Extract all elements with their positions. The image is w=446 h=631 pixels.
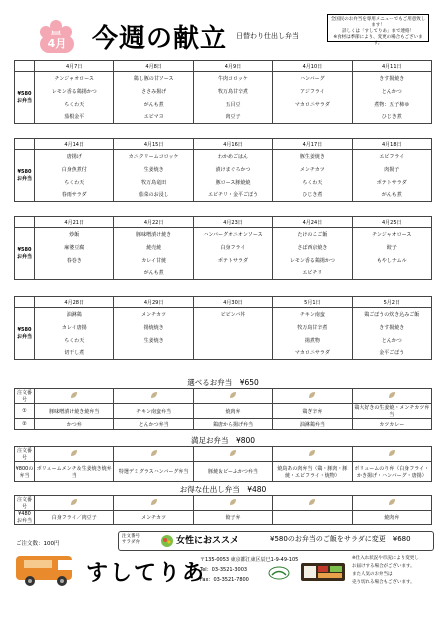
menu-item: 煮物：五子柿ゆ bbox=[352, 98, 431, 111]
date-cell: 4月28日 bbox=[35, 297, 114, 308]
date-cell: 4月29日 bbox=[114, 297, 193, 308]
menu-item: 焼売焼 bbox=[114, 241, 193, 254]
menu-item: チキン南蛮 bbox=[273, 308, 352, 321]
menu-item: ひじき煮 bbox=[273, 189, 352, 202]
menu-item bbox=[352, 267, 431, 280]
menu-item: ささみ揚げ bbox=[114, 85, 193, 98]
date-cell: 4月25日 bbox=[352, 217, 431, 228]
menu-item: がんも煮 bbox=[114, 267, 193, 280]
menu-item: レモン香る鶏揚かつ bbox=[273, 254, 352, 267]
delivery-van-icon bbox=[14, 550, 82, 588]
menu-item: ポテトサラダ bbox=[352, 176, 431, 189]
salad-badge-line: 注文番号 bbox=[122, 534, 140, 539]
menu-item: 茄菜のお浸し bbox=[114, 189, 193, 202]
menu-item: ポテトサラダ bbox=[193, 254, 272, 267]
menu-item: ちくわ天 bbox=[35, 98, 114, 111]
footnote-line: ※仕入れ状況や市況により変更し bbox=[352, 556, 419, 561]
menu-item: エビフライ bbox=[352, 150, 431, 163]
date-cell: 4月14日 bbox=[35, 139, 114, 150]
date-cell: 4月23日 bbox=[193, 217, 272, 228]
order-no: ① bbox=[15, 404, 35, 419]
bento-item: 鶏ぎ辛弁 bbox=[273, 404, 352, 419]
menu-item: 牧万鳥甘辛煮 bbox=[273, 321, 352, 334]
badge-logo-icon bbox=[268, 566, 290, 580]
manzoku-table bbox=[14, 446, 432, 482]
menu-item: 春雨サラダ bbox=[35, 189, 114, 202]
bento-item: 豚焼＆ビーふかつ弁当 bbox=[193, 462, 272, 482]
menu-item: さば西京焼き bbox=[273, 241, 352, 254]
menu-item: ちくわ天 bbox=[35, 334, 114, 347]
menu-item: 白身魚煮付 bbox=[35, 163, 114, 176]
leaf-icon bbox=[193, 496, 272, 511]
menu-item: がんも煮 bbox=[352, 189, 431, 202]
menu-item: 肉豆子 bbox=[193, 111, 272, 124]
menu-item: メンチカツ bbox=[114, 308, 193, 321]
leaf-icon bbox=[193, 389, 272, 404]
bento-item: 鶏唐から揚げ弁当 bbox=[193, 419, 272, 430]
menu-item: 油淋鶏 bbox=[35, 308, 114, 321]
month-badge: 4月 bbox=[40, 35, 74, 53]
menu-item: わかめごはん bbox=[193, 150, 272, 163]
price-label: ¥800の 弁当 bbox=[15, 462, 35, 482]
bento-item: メンチカツ bbox=[114, 511, 193, 525]
price-label: ¥580 お弁当 bbox=[15, 150, 35, 202]
menu-item: 豚ロース豚焼焼 bbox=[193, 176, 272, 189]
menu-item: 牛肉コロッケ bbox=[193, 72, 272, 85]
menu-item: 豚味噌漬け焼き bbox=[114, 228, 193, 241]
menu-item: 揚煮物 bbox=[273, 334, 352, 347]
phone-line: Tel：03-3521-3003 bbox=[200, 567, 248, 573]
price-label: ¥580 お弁当 bbox=[15, 228, 35, 280]
menu-item: 春巻き bbox=[35, 254, 114, 267]
bento-item: かつ弁 bbox=[35, 419, 114, 430]
menu-item: カレイ唐揚 bbox=[35, 321, 114, 334]
date-cell: 4月21日 bbox=[35, 217, 114, 228]
leaf-icon bbox=[114, 447, 193, 462]
date-cell: 4月16日 bbox=[193, 139, 272, 150]
brand-logo-text: すしてりあ bbox=[86, 560, 207, 586]
menu-item: 肉揚子 bbox=[352, 163, 431, 176]
bento-item: 豚味噌漬け焼き焼弁当 bbox=[35, 404, 114, 419]
salad-upgrade-text: ¥580のお弁当のご飯をサラダに変更 ¥680 bbox=[270, 535, 411, 543]
menu-item: エビチリ・金平ごぼう bbox=[193, 189, 272, 202]
bento-item: ボリュームメンチ＆生姜焼き焼弁当 bbox=[35, 462, 114, 482]
bento-item: 特選デミグラスハンバーグ弁当 bbox=[114, 462, 193, 482]
menu-item: レモン香る鶏揚かつ bbox=[35, 85, 114, 98]
menu-item: 切干し煮 bbox=[35, 347, 114, 360]
section-title-otoku: お得な仕出し弁当 ¥480 bbox=[179, 485, 267, 494]
menu-item bbox=[193, 321, 272, 334]
menu-item: 鶏し豚の甘ソース bbox=[114, 72, 193, 85]
menu-item: 牧万鳥甘辛煮 bbox=[193, 85, 272, 98]
menu-item: きす揚焼き bbox=[352, 72, 431, 85]
leaf-icon bbox=[35, 447, 114, 462]
bento-item: とんかつ弁当 bbox=[114, 419, 193, 430]
notice-box bbox=[327, 14, 429, 46]
date-cell: 4月15日 bbox=[114, 139, 193, 150]
leaf-icon bbox=[273, 447, 352, 462]
week-table-3 bbox=[14, 216, 432, 280]
footnote-block bbox=[352, 555, 419, 587]
corner-cell bbox=[15, 217, 35, 228]
menu-item: メンチカツ bbox=[273, 163, 352, 176]
menu-item bbox=[35, 267, 114, 280]
corner-cell bbox=[15, 297, 35, 308]
menu-item: 白身フライ bbox=[193, 241, 272, 254]
menu-item: 茄根金平 bbox=[35, 111, 114, 124]
bento-item: 焼肉弁 bbox=[193, 404, 272, 419]
menu-item: きす揚焼き bbox=[352, 321, 431, 334]
bento-item: 鶏大好きの生姜焼・メンチカツ弁当 bbox=[352, 404, 431, 419]
menu-item: アジフライ bbox=[273, 85, 352, 98]
menu-item: ハンバーグオニオンソース bbox=[193, 228, 272, 241]
menu-item: 炒飯 bbox=[35, 228, 114, 241]
order-no: ② bbox=[15, 419, 35, 430]
menu-item: がんも煮 bbox=[114, 98, 193, 111]
menu-item bbox=[193, 267, 272, 280]
menu-item bbox=[114, 347, 193, 360]
price-label: ¥480 お弁当 bbox=[15, 511, 35, 525]
leaf-icon bbox=[352, 447, 431, 462]
menu-item: ひじき煮 bbox=[352, 111, 431, 124]
bento-item: カツカレー bbox=[352, 419, 431, 430]
erabu-table bbox=[14, 388, 432, 430]
footnote-line: また人気のお弁当は bbox=[352, 572, 393, 577]
leaf-icon bbox=[35, 496, 114, 511]
menu-item: 鶏ごぼうの炊き込みご飯 bbox=[352, 308, 431, 321]
order-note: ご注文数：100円 bbox=[16, 541, 60, 547]
fax-line: Fax：03-3521-7800 bbox=[200, 577, 249, 583]
date-cell: 4月7日 bbox=[35, 61, 114, 72]
leaf-icon bbox=[114, 389, 193, 404]
section-title-erabu: 選べるお弁当 ¥650 bbox=[187, 378, 259, 387]
salad-badge-line: サラダ弁 bbox=[122, 540, 140, 545]
bento-item: ボリュームのり弁（白身フライ・かき揚げ・ハンバーグ・唐揚） bbox=[352, 462, 431, 482]
price-label: ¥580 お弁当 bbox=[15, 72, 35, 124]
leaf-icon bbox=[352, 389, 431, 404]
menu-item: たけのこご飯 bbox=[273, 228, 352, 241]
date-cell: 4月10日 bbox=[273, 61, 352, 72]
week-table-1 bbox=[14, 60, 432, 124]
otoku-table bbox=[14, 495, 432, 525]
date-cell: 4月11日 bbox=[352, 61, 431, 72]
footnote-line: 売り切れる場合もございます。 bbox=[352, 580, 415, 585]
leaf-icon bbox=[114, 496, 193, 511]
order-no-header: 注文番号 bbox=[15, 389, 35, 404]
bento-item: 白身フライ／肉豆子 bbox=[35, 511, 114, 525]
menu-item bbox=[193, 334, 272, 347]
bento-item: 焼肉弁 bbox=[352, 511, 431, 525]
menu-item: チンジャオロース bbox=[352, 228, 431, 241]
menu-item: 唐揚げ bbox=[35, 150, 114, 163]
page-subtitle: 日替わり仕出し弁当 bbox=[236, 32, 299, 40]
leaf-icon bbox=[273, 389, 352, 404]
menu-item: 麻婆豆腐 bbox=[35, 241, 114, 254]
price-label: ¥580 お弁当 bbox=[15, 308, 35, 360]
order-no-header: 注文番号 bbox=[15, 496, 35, 511]
menu-item: とんかつ bbox=[352, 334, 431, 347]
bento-item: 餃子弁 bbox=[193, 511, 272, 525]
date-cell: 4月24日 bbox=[273, 217, 352, 228]
menu-item: 生姜焼き bbox=[114, 334, 193, 347]
order-no-header: 注文番号 bbox=[15, 447, 35, 462]
leaf-icon bbox=[193, 447, 272, 462]
menu-item: マカロニサラダ bbox=[273, 98, 352, 111]
menu-item: カレイ甘焼 bbox=[114, 254, 193, 267]
menu-item: ちくわ天 bbox=[35, 176, 114, 189]
salad-badge bbox=[122, 534, 140, 546]
menu-item: 五目豆 bbox=[193, 98, 272, 111]
bento-item bbox=[273, 511, 352, 525]
menu-item: 牧万鳥竜田 bbox=[114, 176, 193, 189]
menu-item: チンジャオロース bbox=[35, 72, 114, 85]
week-table-4 bbox=[14, 296, 432, 360]
corner-cell bbox=[15, 61, 35, 72]
page-title: 今週の献立 bbox=[92, 24, 228, 54]
corner-cell bbox=[15, 139, 35, 150]
menu-item: 餃子 bbox=[352, 241, 431, 254]
date-cell: 4月8日 bbox=[114, 61, 193, 72]
menu-item: ビビンバ丼 bbox=[193, 308, 272, 321]
leaf-icon bbox=[273, 496, 352, 511]
date-cell: 4月22日 bbox=[114, 217, 193, 228]
notice-line: ※食材は季節により、変更の場合もございます。 bbox=[333, 35, 423, 46]
salad-icon bbox=[160, 534, 174, 548]
menu-item: もやしナムル bbox=[352, 254, 431, 267]
date-cell: 5月1日 bbox=[273, 297, 352, 308]
bento-item: チキン南蛮弁当 bbox=[114, 404, 193, 419]
week-table-2 bbox=[14, 138, 432, 202]
salad-women-label: 女性におススメ bbox=[176, 536, 240, 546]
address-line: 〒135-0053 東京都江東区辰巳1-9-49-105 bbox=[200, 557, 299, 563]
leaf-icon bbox=[352, 496, 431, 511]
date-cell: 4月9日 bbox=[193, 61, 272, 72]
menu-item bbox=[273, 111, 352, 124]
bento-item: 焼鳥あの肉弁当（鶏・豚肉・豚焼・エビフライ・焼物） bbox=[273, 462, 352, 482]
notice-line: 詳しくは「すしてりあ」まで連絡！ bbox=[342, 29, 414, 34]
bento-item: 油淋鶏弁当 bbox=[273, 419, 352, 430]
notice-line: 全国民のお弁当を専用メニューでもご用意致します！ bbox=[330, 17, 426, 28]
leaf-icon bbox=[35, 389, 114, 404]
bento-photo-icon bbox=[300, 562, 346, 582]
menu-item bbox=[193, 347, 272, 360]
date-cell: 4月17日 bbox=[273, 139, 352, 150]
menu-item: とんかつ bbox=[352, 85, 431, 98]
menu-item: 揚焼焼き bbox=[114, 321, 193, 334]
menu-item: 漬けまぐろかつ bbox=[193, 163, 272, 176]
menu-item: 金平ごぼう bbox=[352, 347, 431, 360]
menu-item: カニクリームコロッケ bbox=[114, 150, 193, 163]
menu-item: ハンバーグ bbox=[273, 72, 352, 85]
date-cell: 4月30日 bbox=[193, 297, 272, 308]
menu-item: ちくわ天 bbox=[273, 176, 352, 189]
date-cell: 5月2日 bbox=[352, 297, 431, 308]
footnote-line: お届けする場合がございます。 bbox=[352, 564, 415, 569]
section-title-manzoku: 満足お弁当 ¥800 bbox=[190, 436, 256, 445]
menu-item: 豚生姜焼き bbox=[273, 150, 352, 163]
date-cell: 4月18日 bbox=[352, 139, 431, 150]
menu-item: マカロニサラダ bbox=[273, 347, 352, 360]
menu-item: エビチリ bbox=[273, 267, 352, 280]
menu-item: 生姜焼き bbox=[114, 163, 193, 176]
menu-item: エビマヨ bbox=[114, 111, 193, 124]
